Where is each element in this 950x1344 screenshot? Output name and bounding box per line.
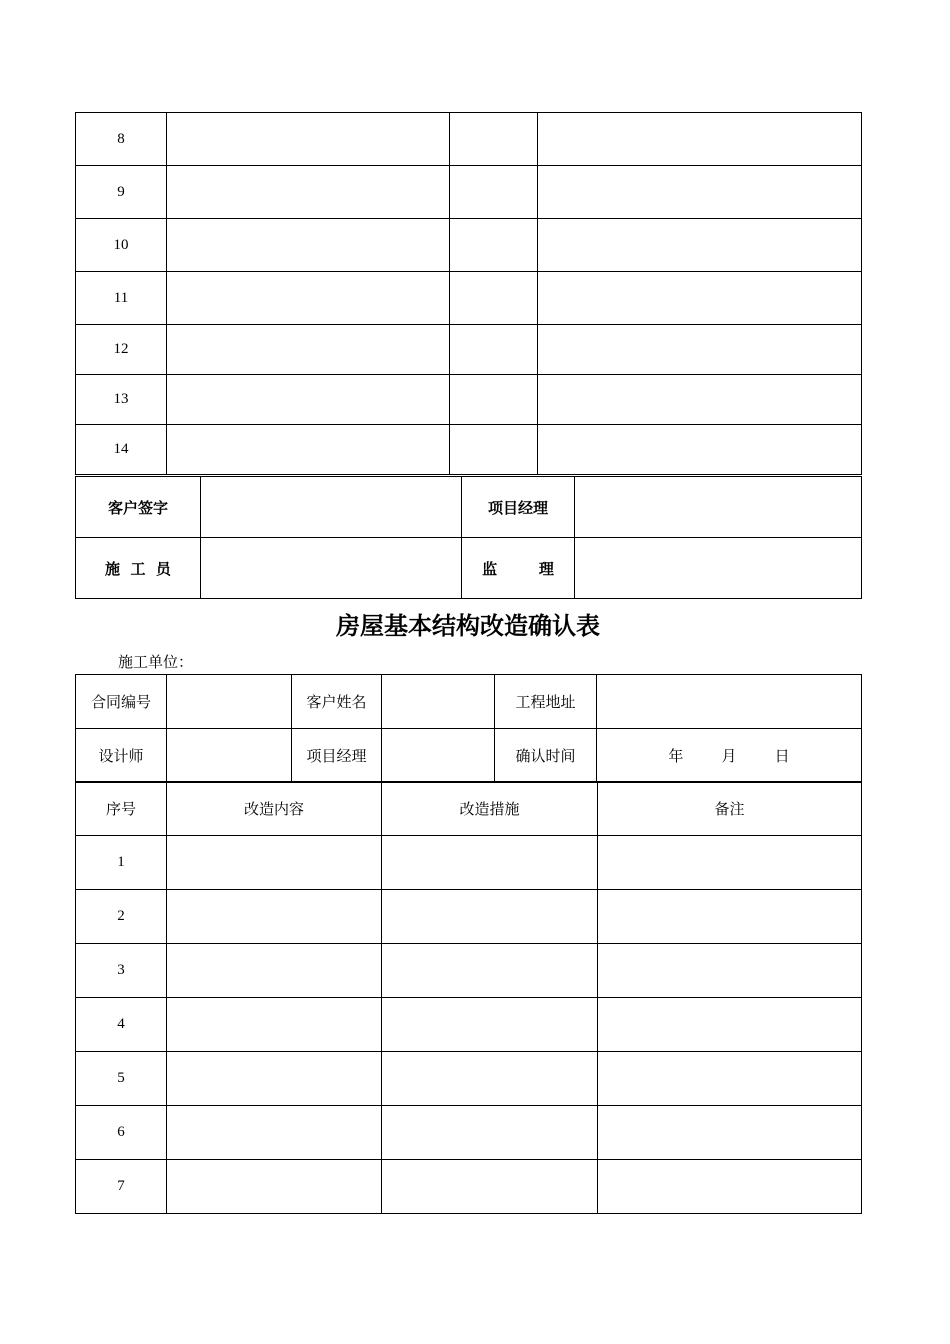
info-table: [75, 674, 862, 783]
measure-cell[interactable]: [450, 375, 538, 425]
project-manager-field[interactable]: [382, 729, 495, 783]
content-cell[interactable]: [167, 325, 450, 375]
table-row: [76, 375, 862, 425]
row-number: 2: [76, 890, 167, 944]
project-address-field[interactable]: [597, 675, 862, 729]
modification-table: [75, 781, 862, 1214]
measure-cell[interactable]: [450, 425, 538, 475]
column-header-measure: 改造措施: [382, 782, 598, 836]
measure-cell[interactable]: [450, 219, 538, 272]
remark-cell[interactable]: [598, 836, 862, 890]
remark-cell[interactable]: [538, 166, 862, 219]
column-header-content: 改造内容: [167, 782, 382, 836]
project-manager-sign-field[interactable]: [575, 477, 862, 538]
header-row: [76, 782, 862, 836]
row-number: 12: [76, 325, 167, 375]
row-number: 4: [76, 998, 167, 1052]
measure-cell[interactable]: [382, 1160, 598, 1214]
measure-cell[interactable]: [382, 944, 598, 998]
remark-cell[interactable]: [538, 375, 862, 425]
remark-cell[interactable]: [598, 890, 862, 944]
content-cell[interactable]: [167, 836, 382, 890]
signature-row: [76, 477, 862, 538]
table-row: [76, 1106, 862, 1160]
customer-sign-field[interactable]: [201, 477, 462, 538]
measure-cell[interactable]: [382, 1106, 598, 1160]
row-number: 10: [76, 219, 167, 272]
table-row: [76, 425, 862, 475]
contract-no-field[interactable]: [167, 675, 292, 729]
table-row: [76, 219, 862, 272]
remark-cell[interactable]: [598, 1106, 862, 1160]
row-number: 14: [76, 425, 167, 475]
row-number: 7: [76, 1160, 167, 1214]
project-address-label: 工程地址: [495, 675, 597, 729]
project-manager-label: 项目经理: [292, 729, 382, 783]
remark-cell[interactable]: [538, 325, 862, 375]
content-cell[interactable]: [167, 166, 450, 219]
row-number: 11: [76, 272, 167, 325]
content-cell[interactable]: [167, 998, 382, 1052]
content-cell[interactable]: [167, 944, 382, 998]
info-row: [76, 675, 862, 729]
info-row: [76, 729, 862, 783]
remark-cell[interactable]: [598, 1160, 862, 1214]
continuation-table: [75, 112, 862, 475]
supervisor-sign-field[interactable]: [575, 538, 862, 599]
content-cell[interactable]: [167, 113, 450, 166]
measure-cell[interactable]: [450, 272, 538, 325]
table-row: [76, 998, 862, 1052]
remark-cell[interactable]: [538, 425, 862, 475]
table-row: [76, 166, 862, 219]
table-row: [76, 1052, 862, 1106]
measure-cell[interactable]: [450, 166, 538, 219]
table-row: [76, 836, 862, 890]
remark-cell[interactable]: [598, 998, 862, 1052]
construction-unit-label: 施工单位：: [118, 653, 194, 671]
row-number: 6: [76, 1106, 167, 1160]
signature-table: [75, 476, 862, 599]
row-number: 9: [76, 166, 167, 219]
customer-sign-label: 客户签字: [76, 477, 201, 538]
column-header-number: 序号: [76, 782, 167, 836]
table-row: [76, 944, 862, 998]
confirm-date-field[interactable]: 年 月 日: [597, 729, 862, 783]
remark-cell[interactable]: [598, 944, 862, 998]
content-cell[interactable]: [167, 219, 450, 272]
designer-label: 设计师: [76, 729, 167, 783]
measure-cell[interactable]: [450, 325, 538, 375]
measure-cell[interactable]: [450, 113, 538, 166]
measure-cell[interactable]: [382, 836, 598, 890]
measure-cell[interactable]: [382, 890, 598, 944]
content-cell[interactable]: [167, 1052, 382, 1106]
table-row: [76, 272, 862, 325]
supervisor-label: 监 理: [462, 538, 575, 599]
contract-no-label: 合同编号: [76, 675, 167, 729]
worker-label: 施 工 员: [76, 538, 201, 599]
column-header-remark: 备注: [598, 782, 862, 836]
content-cell[interactable]: [167, 890, 382, 944]
table-row: [76, 325, 862, 375]
content-cell[interactable]: [167, 272, 450, 325]
table-row: [76, 1160, 862, 1214]
remark-cell[interactable]: [538, 219, 862, 272]
customer-name-field[interactable]: [382, 675, 495, 729]
table-row: [76, 113, 862, 166]
customer-name-label: 客户姓名: [292, 675, 382, 729]
row-number: 8: [76, 113, 167, 166]
row-number: 13: [76, 375, 167, 425]
project-manager-label: 项目经理: [462, 477, 575, 538]
remark-cell[interactable]: [538, 113, 862, 166]
row-number: 5: [76, 1052, 167, 1106]
remark-cell[interactable]: [538, 272, 862, 325]
confirm-time-label: 确认时间: [495, 729, 597, 783]
measure-cell[interactable]: [382, 1052, 598, 1106]
content-cell[interactable]: [167, 425, 450, 475]
remark-cell[interactable]: [598, 1052, 862, 1106]
designer-field[interactable]: [167, 729, 292, 783]
page-title: 房屋基本结构改造确认表: [336, 612, 600, 640]
row-number: 3: [76, 944, 167, 998]
table-row: [76, 890, 862, 944]
content-cell[interactable]: [167, 1106, 382, 1160]
worker-sign-field[interactable]: [201, 538, 462, 599]
content-cell[interactable]: [167, 375, 450, 425]
measure-cell[interactable]: [382, 998, 598, 1052]
signature-row: [76, 538, 862, 599]
content-cell[interactable]: [167, 1160, 382, 1214]
row-number: 1: [76, 836, 167, 890]
